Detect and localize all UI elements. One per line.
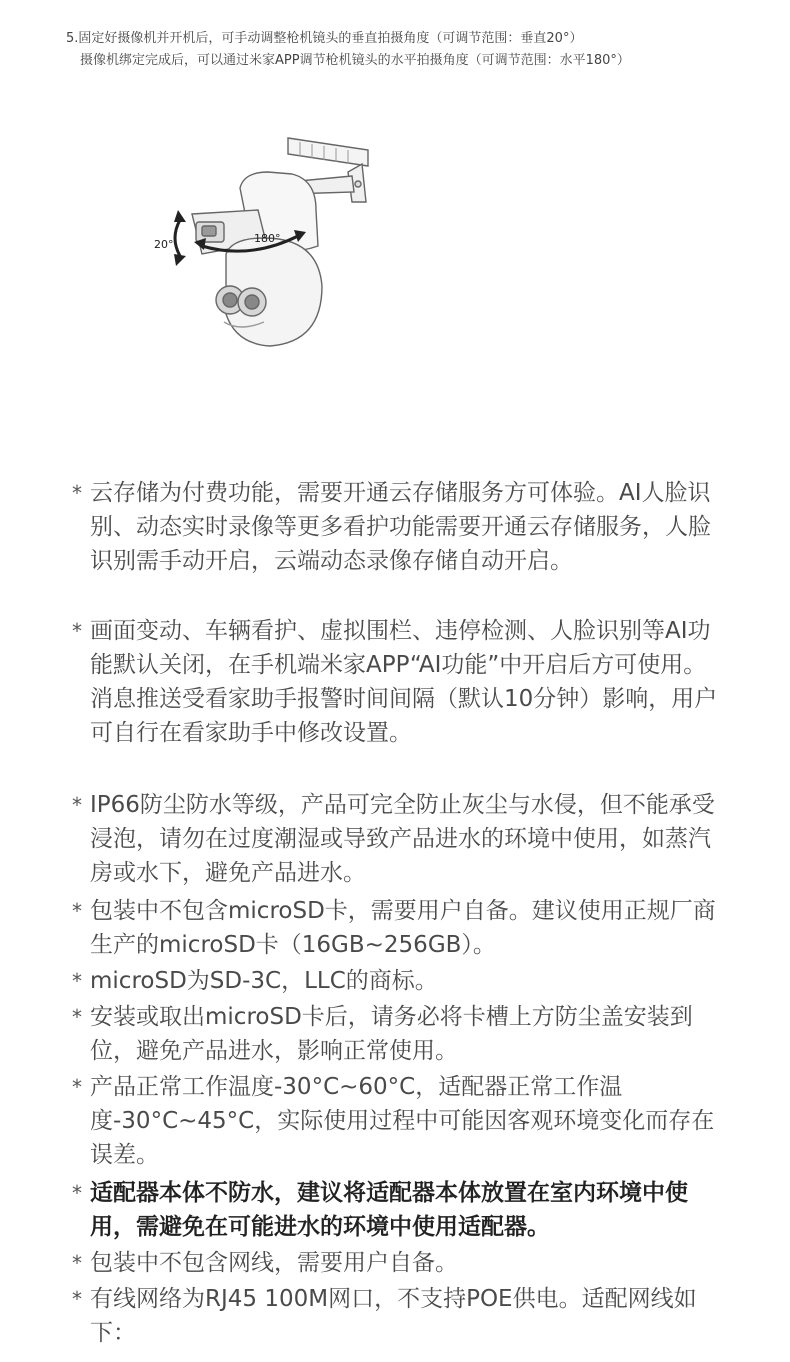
note-temperature: [72, 1070, 722, 1172]
step-text-line-1: 5.固定好摄像机并开机后，可手动调整枪机镜头的垂直拍摄角度（可调节范围：垂直20°）: [66, 31, 583, 46]
note-bullet: *: [72, 481, 82, 505]
note-bullet: *: [72, 1075, 82, 1099]
note-text: IP66防尘防水等级，产品可完全防止灰尘与水侵，但不能承受浸泡，请勿在过度潮湿或导致产品进水的环境中使用，如蒸汽房或水下，避免产品进水。: [90, 792, 715, 886]
note-network-cable: [72, 1246, 722, 1280]
note-bullet: *: [72, 1181, 82, 1205]
note-trademark: [72, 964, 722, 998]
note-bullet: *: [72, 1005, 82, 1029]
note-rj45: [72, 1282, 722, 1350]
note-text: 有线网络为RJ45 100M网口，不支持POE供电。适配网线如下：: [90, 1286, 697, 1346]
note-bullet: *: [72, 1251, 82, 1275]
note-bullet: *: [72, 969, 82, 993]
note-text: 适配器本体不防水，建议将适配器本体放置在室内环境中使用，需避免在可能进水的环境中使用适配器。: [90, 1180, 688, 1240]
note-ai-features: [72, 614, 722, 750]
note-bullet: *: [72, 1287, 82, 1311]
note-bullet: *: [72, 793, 82, 817]
horizontal-angle-label: 180°: [254, 232, 281, 245]
note-text: 包装中不包含microSD卡，需要用户自备。建议使用正规厂商生产的microSD卡（16GB~256GB）。: [90, 898, 716, 958]
note-text: microSD为SD-3C，LLC的商标。: [90, 968, 438, 994]
note-ip66: [72, 788, 722, 890]
note-text: 云存储为付费功能，需要开通云存储服务方可体验。AI人脸识别、动态实时录像等更多看护功能需要开通云存储服务，人脸识别需手动开启，云端动态录像存储自动开启。: [90, 480, 711, 574]
note-adapter-waterproof: [72, 1176, 722, 1244]
note-text: 产品正常工作温度-30°C~60°C，适配器正常工作温度-30°C~45°C，实际使用过程中可能因客观环境变化而存在误差。: [90, 1074, 715, 1168]
note-bullet: *: [72, 899, 82, 923]
vertical-angle-label: 20°: [154, 238, 174, 251]
note-microsd-card: [72, 894, 722, 962]
note-bullet: *: [72, 619, 82, 643]
step-text-line-2: 摄像机绑定完成后，可以通过米家APP调节枪机镜头的水平拍摄角度（可调节范围：水平180°）: [80, 53, 630, 68]
note-text: 安装或取出microSD卡后，请务必将卡槽上方防尘盖安装到位，避免产品进水，影响正常使用。: [90, 1004, 693, 1064]
note-text: 包装中不包含网线，需要用户自备。: [90, 1250, 458, 1276]
note-text: 画面变动、车辆看护、虚拟围栏、违停检测、人脸识别等AI功能默认关闭，在手机端米家APP“AI功能”中开启后方可使用。消息推送受看家助手报警时间间隔（默认10分钟）影响，用户可自行在看家助手中修改设置。: [90, 618, 718, 746]
camera-illustration: [140, 110, 400, 370]
note-dust-cover: [72, 1000, 722, 1068]
note-cloud-storage: [72, 476, 722, 578]
